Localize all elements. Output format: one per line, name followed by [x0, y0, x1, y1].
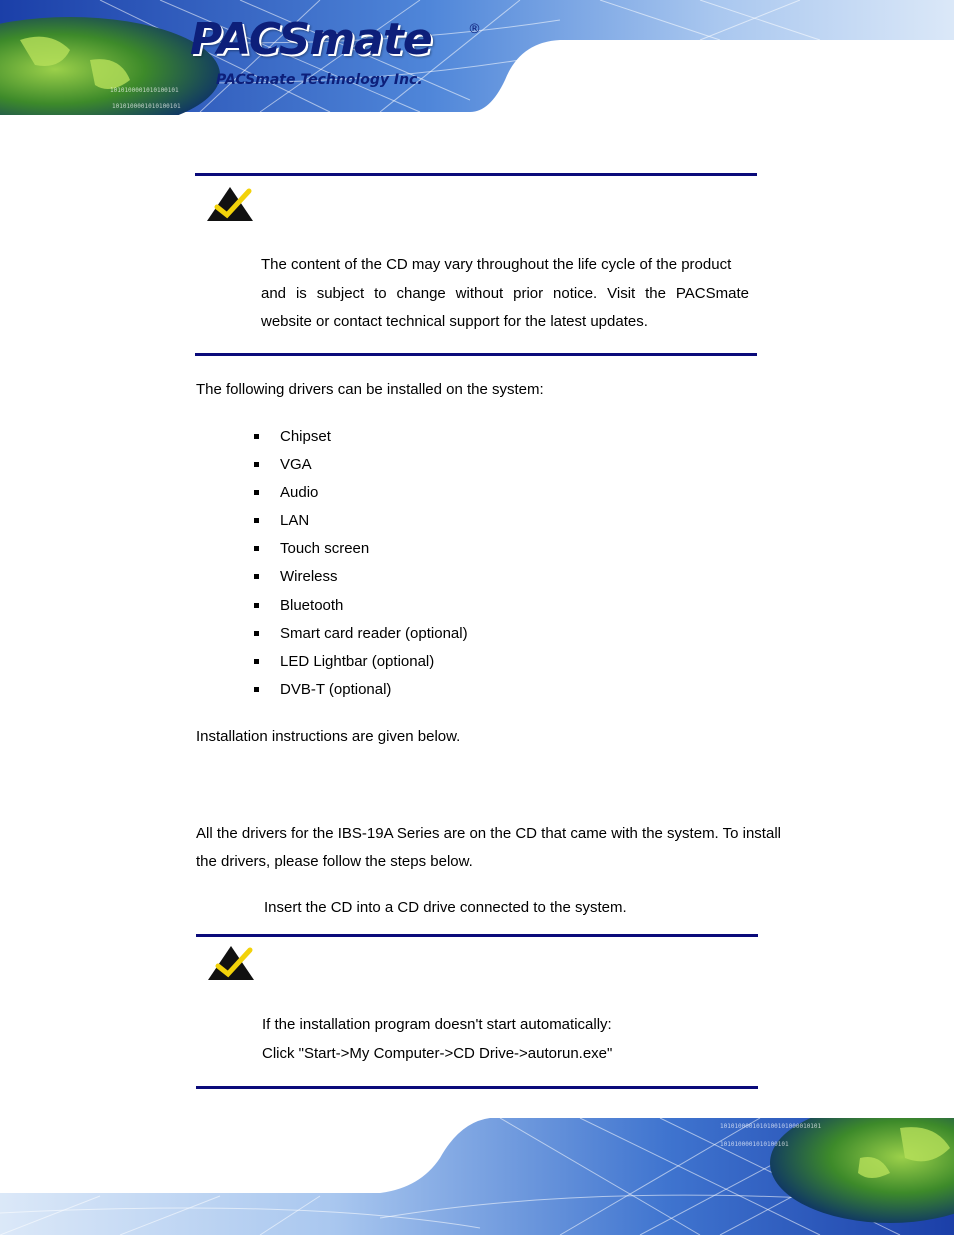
list-item: [252, 480, 468, 508]
note-line: Click "Start->My Computer->CD Drive->autorun.exe": [262, 1044, 613, 1062]
footer-banner: [0, 1118, 954, 1235]
checkmark-warning-icon: [206, 944, 256, 987]
note-line: The content of the CD may vary throughout the life cycle of the product: [261, 256, 732, 273]
logo-subtitle: PACSmate Technology Inc.: [216, 72, 423, 88]
driver-name: VGA: [280, 456, 312, 474]
driver-name: Smart card reader (optional): [280, 624, 468, 642]
list-item: [252, 677, 468, 705]
list-item: [252, 593, 468, 621]
driver-list: [252, 424, 468, 705]
bullet-icon: [254, 574, 259, 579]
driver-name: Touch screen: [280, 540, 370, 558]
header-banner: [0, 0, 954, 115]
registered-mark: ®: [468, 22, 481, 37]
install-line: the drivers, please follow the steps below.: [196, 853, 473, 870]
note-top-rule: [196, 934, 758, 937]
driver-name: Chipset: [280, 428, 331, 445]
svg-text:1010100001010100101: 1010100001010100101: [112, 103, 181, 110]
drivers-intro: The following drivers can be installed on the system:: [196, 381, 544, 398]
note-top-rule: [195, 173, 757, 176]
driver-name: LAN: [280, 512, 310, 530]
svg-text:1010100001010100101: 1010100001010100101: [110, 87, 179, 94]
bullet-icon: [254, 546, 259, 551]
note-box: [195, 173, 757, 359]
header-globe-graphic: [0, 0, 954, 115]
bullet-icon: [254, 631, 259, 636]
list-item: [252, 621, 468, 649]
note-line: website or contact technical support for the latest updates.: [261, 313, 648, 330]
note-bottom-rule: [196, 1086, 758, 1089]
bullet-icon: [254, 462, 259, 467]
list-item: [252, 564, 468, 592]
step-text: Insert the CD into a CD drive connected to the system.: [264, 899, 627, 916]
install-line: All the drivers for the IBS-19A Series are on the CD that came with the system. To install: [196, 825, 781, 842]
driver-name: Wireless: [280, 568, 338, 586]
driver-name: DVB-T (optional): [280, 680, 392, 698]
bullet-icon: [254, 434, 259, 439]
list-item: [252, 424, 468, 452]
bullet-icon: [254, 490, 259, 495]
driver-name: LED Lightbar (optional): [280, 652, 435, 670]
svg-text:1010100001010100101: 1010100001010100101: [720, 1141, 789, 1148]
bullet-icon: [254, 518, 259, 523]
note-bottom-rule: [195, 353, 757, 356]
driver-name: Bluetooth: [280, 596, 344, 614]
install-paragraph: [196, 820, 826, 876]
checkmark-warning-icon: [205, 185, 255, 228]
svg-text:1010100001010100101000010101: 1010100001010100101000010101: [720, 1123, 822, 1130]
note-text: [262, 1011, 750, 1068]
list-item: [252, 452, 468, 480]
note-text: [261, 251, 749, 337]
driver-name: Audio: [280, 484, 319, 502]
bullet-icon: [254, 603, 259, 608]
note-line: and is subject to change without prior notice. Visit the PACSmate: [261, 284, 749, 302]
note-line: If the installation program doesn't start automatically:: [262, 1016, 612, 1033]
instructions-line: Installation instructions are given below.: [196, 728, 461, 745]
note-box: [196, 934, 758, 1092]
list-item: [252, 536, 468, 564]
bullet-icon: [254, 687, 259, 692]
bullet-icon: [254, 659, 259, 664]
footer-globe-graphic: [0, 1118, 954, 1235]
logo-wordmark: PACSmate: [190, 14, 432, 65]
list-item: [252, 649, 468, 677]
list-item: [252, 508, 468, 536]
